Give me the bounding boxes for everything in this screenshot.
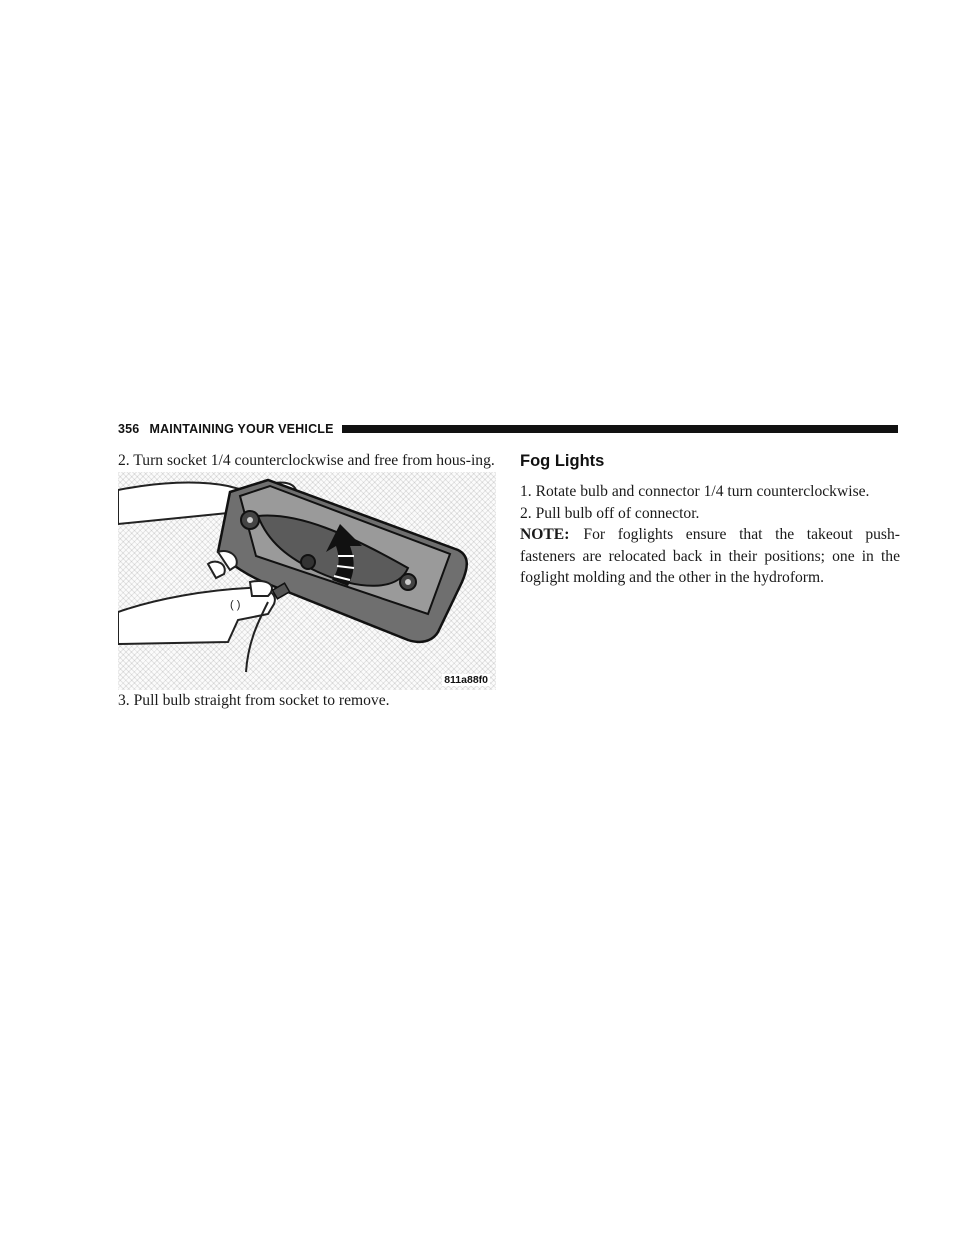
fog-step-2-text: 2. Pull bulb off of connector. [520, 504, 700, 522]
figure-code: 811a88f0 [444, 673, 488, 686]
svg-text:( ): ( ) [230, 598, 241, 611]
step-3-text: 3. Pull bulb straight from socket to remove. [118, 691, 390, 709]
section-title: MAINTAINING YOUR VEHICLE [149, 422, 334, 436]
note-label: NOTE: [520, 526, 570, 543]
note-paragraph [520, 524, 900, 589]
left-column [118, 450, 496, 711]
header-rule [342, 425, 898, 433]
note-text: For foglights ensure that the takeout push-fasteners are relocated back in their positions; one in the foglight molding and the other in the hydroform. [520, 526, 900, 586]
right-column [520, 450, 900, 589]
fog-step-1-text: 1. Rotate bulb and connector 1/4 turn counterclockwise. [520, 483, 870, 500]
page-number: 356 [118, 422, 140, 436]
socket-removal-figure [118, 472, 496, 690]
fog-lights-heading: Fog Lights [520, 452, 605, 470]
step-2-text: 2. Turn socket 1/4 counterclockwise and free from hous-ing. [118, 452, 495, 469]
page-header [118, 420, 898, 438]
socket-removal-illustration [118, 472, 496, 690]
